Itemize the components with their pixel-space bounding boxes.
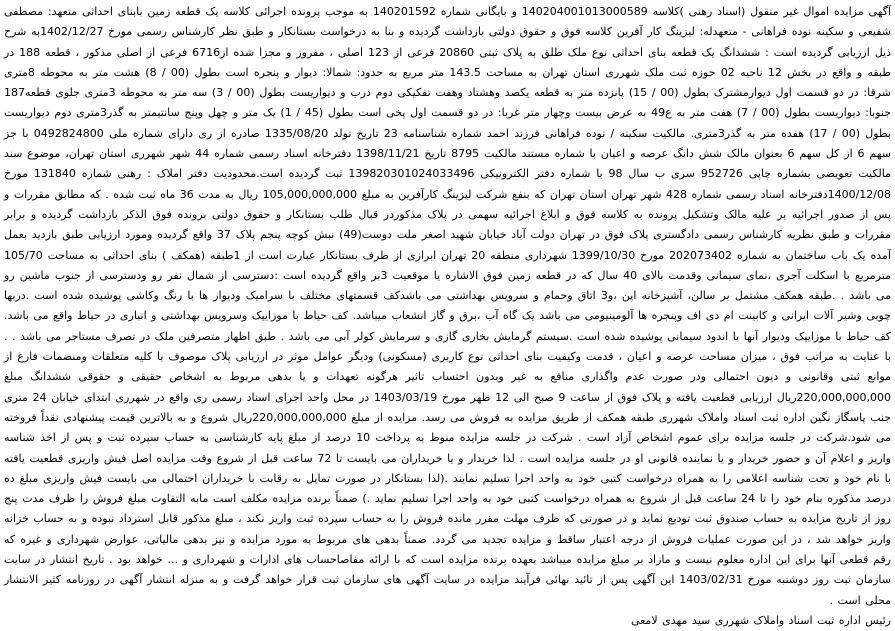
notice-signature: رئیس اداره ثبت اسناد واملاک شهرری سید مهدی لامعی [630, 613, 891, 627]
notice-body: آگهی مزایده اموال غیر منقول (اسناد رهنی )کلاسه 140204001013000589 و بایگانی شماره 140201592 به موجب پرونده اجرائی کلاسه یک قطعه زمین بابنای احداثی متعهد: مصطفی شفیعی و سکینه نوده فراهانی - متعهدله: لیزینگ کار آفرین کلاسه فوق و حقوق دولتی بازداشت گردیده و بنا به درخواست بستانکار و طبق نظر کارشناس رسمی مورخ 1402/12/27به شرح ذیل ارزیابی گردیده است : ششدانگ یک قطعه بنای احداثی نوع ملک طلق به پلاک ثبتی 20860 فرعی از 123 اصلی ، مفروز و مجزا شده از6716 فرعی از اصلی مذکور ، قطعه 188 در طبقه و واقع در بخش 12 ناحیه 02 حوزه ثبت ملک شهرری استان تهران به مساحت 143.5 متر مربع به حدود: شمالا: دیوار و پنجره است بطول (00 / 8) هشت متر به محوطه 8متری شرقا: در دو قسمت اول دیوارمشترک بطول (00 / 15) پانزده متر به قطعه یکصد وهشتاد وهفت تفکیکی دوم درب و دیواریست بطول (00 / 3) سه متر به محوطه 3متری جلوی قطعه187 جنوبا: دیواریست بطول (00 / 7) هفت متر به ع49 به عرض بیست وچهار متر غربا: در دو قسمت اول پخی است بطول (45 / 1) یک متر و چهل وپنج سانتیمتر به گذر3متری دوم دیواریست بطول (00 / 17) هفده متر به گذر3متری. مالکیت سکینه / نوده فراهانی فرزند احمد شماره شناسنامه 23 تاریخ تولد 1335/08/20 صادره از ری دارای شماره ملی 0492824800 با جز سهم 6 از کل سهم 6 بعنوان مالک شش دانگ عرصه و اعیان با شماره مستند مالکیت 8795 تاریخ 1398/11/21 دفترخانه اسناد رسمی شماره 44 شهر شهرری استان تهران، موضوع سند مالکیت تعویضی بشماره چاپی 952726 سری ب سال 98 با شماره دفتر الکترونیکی 139820301024033496 ثبت گردیده است.محدودیت دفتر املاک : رهنی شماره 131840 مورخ 1400/12/08دفترخانه اسناد رسمی شماره 428 شهر تهران استان تهران که بنفع شرکت لیزینگ کارآفرین به مبلغ 105,000,000,000 ریال به مدت 36 ماه ثبت شده . که مطابق مقررات و پس از صدور اجرائیه بر علیه مالک وتشکیل پرونده به کلاسه فوق و ابلاغ اجرائیه سهمی در پلاک مذکوردر قبال طلب بستانکار و حقوق دولتی برونده فوق الذکر بازداشت گردیده و برابر مقررات و طبق نظریه کارشناس رسمی دادگستری پلاک فوق در تهران دولت آباد خیابان شهید اصغر ملت دوست(49) نبش کوچه پنجم پلاک 37 واقع گردیده ومورد ارزیابی طبق بازدید بعمل آمده یک باب ساختمان به شماره 202073402 مورخ 1399/10/30 شهرداری منطقه 20 تهران ابرازی از طرف بستانکار عبارت است از 1طبقه (همکف ) بنای احداثی به مساحت 105/70 مترمربع با اسکلت آجری ،نمای سیمانی وقدمت بالای 40 سال که در قطعه زمین فوق الاشاره یا موقعیت 3بر واقع گردیده است :دسترسی از شمال نفر رو ودسترسی از جنوب ماشین رو می باشد . .طبقه همکف مشتمل بر سالن، آشپزخانه اپن ،و3 اتاق وحمام و سرویس بهداشتی می باشدکف قسمتهای مختلف با سرامیک ودیوار ها با رنگ وکاشی پوشیده شده است .دربها چوبی وشیر آلات ایرانی و کابینت ام دی اف وپنجره ها آلومینیومی می باشد یک گاه آب ،برق و گاز انشعاب میباشد. کف حیاط با موزاییک وسرویس بهداشتی و انباری در حیاط واقع می باشد. کف حیاط با موزاییک ودیوار آنها با اندود سیمانی پوشیده شده است .سیستم گرمایش بخاری گازی و سرمایش کولر آبی می باشد . طبق اظهار متصرفین ملک در تصرف مستاجر می باشد . . با عنایت به مراتب فوق ، میزان مساحت عرصه و اعیان ، قدمت وکیفیت بنای احداثی نوع کاربری (مسکونی) ودیگر عوامل موثر در ارزیابی پلاک موصوف با کلیه متعلقات ومنضمات فارغ از موانع ثبتی وقانونی و دیون احتمالی ودر صورت عدم واگذاری منافع به غیر وبدون احتساب تاثیر هرگونه تعهدات و یا بدهی مربوط به اشخاص حقیقی و حقوقی ششدانگ مبلغ 220,000,000,000ریال ارزیابی قطعیت یافته و پلاک فوق از ساعت 9 صبح الی 12 ظهر مورخ 1403/03/19 در محل واحد اجرای اسناد رسمی ری واقع در شهرری ابتدای خیابان 24 متری جنب پاسگاز نگین اداره ثبت اسناد واملاک شهرری طبقه همکف از طریق مزایده به فروش می رسد. مزایده از مبلغ 220,000,000,000ریال شروع و به بالاترین قیمت پیشنهادی نقداً فروخته می شود.شرکت در جلسه مزایده برای عموم اشخاص آزاد است . شرکت در جلسه مزایده منوط به پرداخت 10 درصد از مبلغ پایه کارشناسی به حساب سپرده ثبت و پس از اخذ شناسه واریز و اعلام آن و حضور خریدار و یا نماینده قانونی او در جلسه مزایده است . لذا خریدار و یا خریداران می بایست تا 72 ساعت قبل از شروع وقت مزایده اصل فیش واریزی قطعیت یافته با نام خود و تحت شناسه اعلامی را به همراه درخواست کتبی خود به واحد اجرا تسلیم نمایند .(لذا بستانکار در صورت تمایل به رقابت با خریداران احتمالی می بایست فیش واریزی مبلغ ده درصد مذکوره بنام خود را تا 24 ساعت قبل از شروع به همراه درخواست کتبی خود به واحد اجرا تسلیم نماید .) ضمناً برنده مزایده مکلف است مابه التفاوت مبلغ فروش را ظرف مدت پنج روز از تاریخ مزایده به حساب صندوق ثبت تودیع نماید و در صورتی که ظرف مهلت مقرر مانده فروش را به حساب سپرده ثبت واریز نکند ، مبلغ مذکور قابل استرداد نبوده و به حساب خزانه واریز خواهد شد ، در این صورت عملیات فروش از درجه اعتبار ساقط و مزایده تجدید می گردد. ضمناً بدهی های مربوط به مورد مزایده و نیز بدهی مالیاتی، عوارض شهرداری و غیره که رقم قطعی آنها برای این اداره معلوم نیست و مازاد بر مبلغ مزایده میباشد بعهده برنده مزایده است که با ارائه مفاصاحساب های ادارات و شهرداری و ... خواهد بود . تاریخ انتشار در سایت سازمان ثبت روز دوشنبه مورخ 1403/02/31 این آگهی پس از تائید نهائی فرآیند مزایده در سایت آگهی های سازمان ثبت قرار خواهد گرفت و به منزله انتشار آگهی در روزنامه کثیر الانتشار محلی است . [4, 5, 892, 607]
